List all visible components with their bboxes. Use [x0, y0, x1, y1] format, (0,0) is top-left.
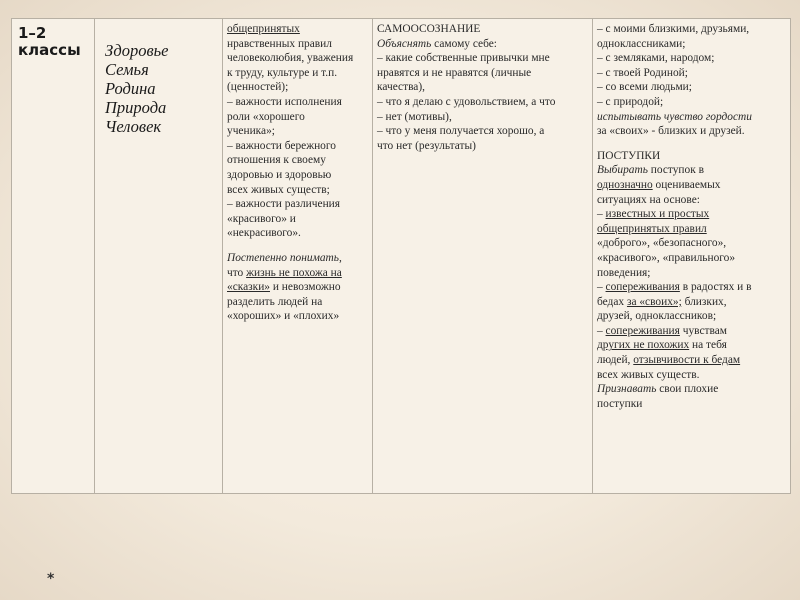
text-line: «красивого» и	[227, 212, 296, 225]
text-line: всех живых существ;	[227, 183, 330, 196]
topics-list	[95, 19, 222, 136]
text-line: «некрасивого».	[227, 227, 301, 240]
text-line: испытывать чувство гордости	[597, 110, 752, 123]
text-line: нравственных правил	[227, 37, 332, 50]
topic-item: Семья	[105, 60, 149, 79]
text-line: ситуациях на основе:	[597, 193, 700, 206]
topic-item: Природа	[105, 98, 167, 117]
text-line: нравятся и не нравятся (личные	[377, 66, 532, 79]
text-line: – с природой;	[597, 95, 664, 108]
text-line: – нет (мотивы),	[377, 110, 452, 123]
text-line: – сопереживания в радостях и в	[597, 281, 752, 294]
text-line: Постепенно понимать,	[227, 251, 342, 264]
text-line: других не похожих на тебя	[597, 339, 727, 352]
text-line: за «своих» - близких и друзей.	[597, 125, 745, 138]
actions-column	[593, 19, 790, 493]
text-line: – что я делаю с удовольствием, а что	[377, 95, 556, 108]
text-line: разделить людей на	[227, 295, 323, 308]
topic-item: Человек	[105, 117, 162, 136]
text-line: – с земляками, народом;	[597, 52, 715, 65]
text-line: что нет (результаты)	[377, 139, 476, 152]
text-line: что жизнь не похожа на	[227, 266, 342, 279]
text-line: людей, отзывчивости к бедам	[597, 354, 741, 367]
text-line: – важности исполнения	[227, 95, 342, 108]
text-line: – какие собственные привычки мне	[377, 52, 550, 65]
section-heading: САМООСОЗНАНИЕ	[377, 23, 481, 35]
text-line: – что у меня получается хорошо, а	[377, 125, 545, 138]
text-line: «доброго», «безопасного»,	[597, 237, 727, 250]
self-awareness-text	[373, 19, 592, 153]
text-line: всех живых существ.	[597, 368, 700, 381]
text-line: поведения;	[597, 266, 651, 279]
text-line: отношения к своему	[227, 154, 326, 167]
text-line: качества),	[377, 81, 425, 94]
text-line: бедах за «своих»; близких,	[597, 295, 727, 308]
self-awareness-column	[373, 19, 593, 493]
text-line: общепринятых правил	[597, 222, 707, 235]
text-line: «сказки» и невозможно	[227, 281, 341, 294]
text-line: – важности бережного	[227, 139, 336, 152]
text-line: – со всеми людьми;	[597, 81, 692, 94]
actions-text	[593, 19, 790, 411]
text-line: роли «хорошего	[227, 110, 305, 123]
text-line: – с моими близкими, друзьями,	[597, 23, 750, 35]
grade-label: 1–2 классы	[18, 24, 81, 59]
text-line: к труду, культуре и т.п.	[227, 66, 338, 79]
values-column	[223, 19, 373, 493]
text-line: – важности различения	[227, 198, 340, 211]
topics-column	[95, 19, 223, 493]
grade-column	[12, 19, 95, 493]
text-line: однозначно оцениваемых	[597, 178, 721, 191]
text-line: – с твоей Родиной;	[597, 66, 688, 79]
text-line: поступки	[597, 397, 643, 410]
text-line: – известных и простых	[597, 208, 710, 221]
text-line: – сопереживания чувствам	[597, 324, 727, 337]
text-line: здоровью и здоровью	[227, 168, 332, 181]
text-line: (ценностей);	[227, 81, 289, 94]
topic-item: Здоровье	[105, 41, 169, 60]
text-line: ученика»;	[227, 125, 275, 138]
text-line: человеколюбия, уважения	[227, 52, 354, 65]
text-line: Выбирать поступок в	[597, 164, 704, 177]
text-line: «хороших» и «плохих»	[227, 310, 340, 323]
section-heading: ПОСТУПКИ	[597, 149, 661, 162]
competency-table	[11, 18, 791, 494]
text-line: Объяснять самому себе:	[377, 37, 497, 50]
text-line: одноклассниками;	[597, 37, 686, 50]
text-line: Признавать свои плохие	[597, 383, 719, 396]
topic-item: Родина	[105, 79, 156, 98]
text-line: «красивого», «правильного»	[597, 251, 736, 264]
text-line: общепринятых	[227, 23, 300, 35]
values-text	[223, 19, 372, 324]
footer-marker: *	[47, 571, 55, 587]
text-line: друзей, одноклассников;	[597, 310, 717, 323]
